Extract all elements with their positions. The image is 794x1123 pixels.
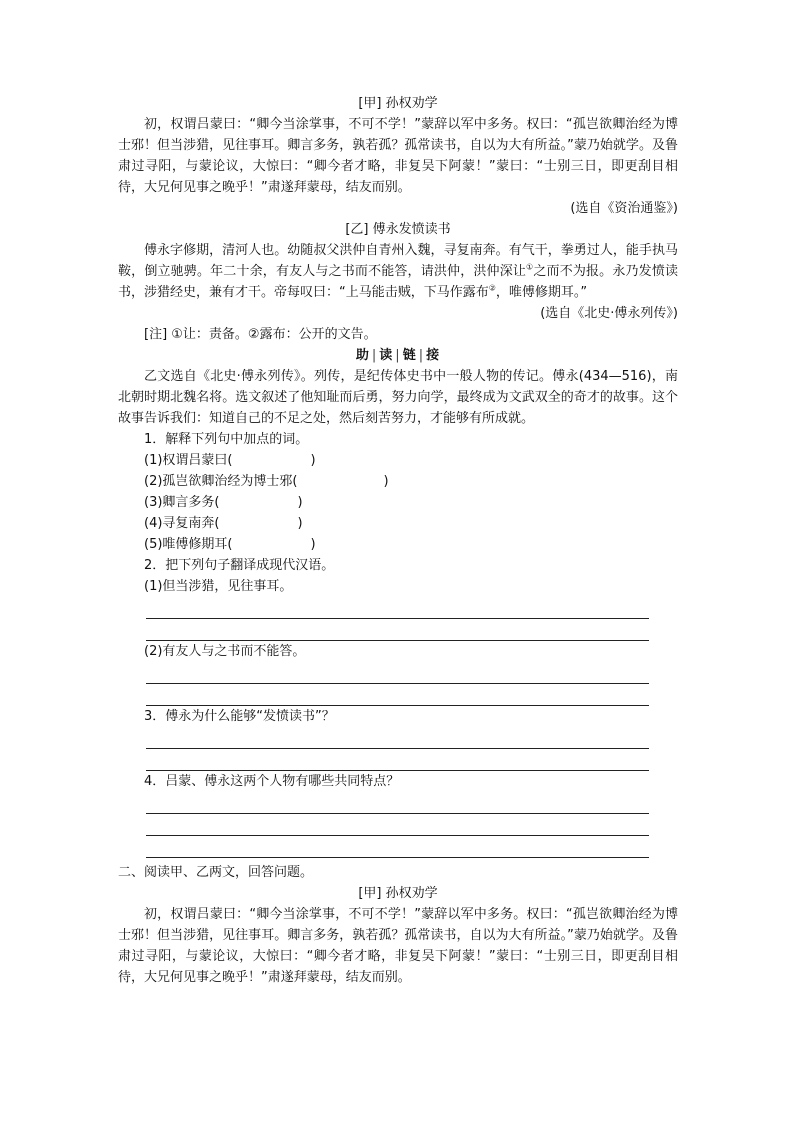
question-1-item (118, 534, 678, 555)
answer-line[interactable] (146, 619, 649, 641)
footnote-marker-1: ① (526, 262, 534, 272)
answer-line[interactable] (146, 597, 649, 619)
reading-help-text: 乙文选自《北史·傅永列传》。列传，是纪传体史书中一般人物的传记。傅永(434—516)，南北朝时期北魏名将。选文叙述了他知耻而后勇，努力向学，最终成为文武双全的奇才的故事。这个故事告诉我们：知道自己的不足之处，然后刻苦努力，才能够有所成就。 (118, 369, 678, 426)
question-2-item: (2)有友人与之书而不能答。 (144, 644, 306, 659)
help-char: 助 (355, 348, 370, 363)
answer-line[interactable] (146, 727, 649, 749)
passage1-title: [甲] 孙权劝学 (358, 96, 438, 111)
help-char: 链 (402, 348, 417, 363)
passage2-body-c: ，唯傅修期耳。” (495, 285, 588, 300)
section2-title: [甲] 孙权劝学 (358, 886, 438, 901)
passage2-body-b: 之而不为报。永乃发愤读书，涉猎经史，兼有才干。帝每叹曰：“上马能击贼，下马作露布 (118, 264, 678, 300)
item-text: (3)卿言多务( (144, 495, 220, 510)
close-paren: ) (297, 495, 303, 510)
question-1-item (118, 450, 678, 471)
answer-line[interactable] (146, 792, 649, 814)
reading-help-heading (118, 345, 678, 366)
answer-line[interactable] (146, 836, 649, 858)
question-2: 2．把下列句子翻译成现代汉语。 (144, 558, 335, 573)
answer-line[interactable] (146, 749, 649, 771)
question-2-item: (1)但当涉猎，见往事耳。 (144, 579, 293, 594)
help-char: 接 (426, 348, 441, 363)
passage2-body (118, 240, 678, 303)
close-paren: ) (310, 537, 316, 552)
help-separator: | (371, 348, 378, 363)
close-paren: ) (310, 453, 316, 468)
item-text: (2)孤岂欲卿治经为博士邪( (144, 474, 298, 489)
question-1-item (118, 513, 678, 534)
footnote-marker-2: ② (488, 283, 496, 293)
passage2-title: [乙] 傅永发愤读书 (345, 222, 451, 237)
question-1: 1．解释下列句中加点的词。 (144, 432, 309, 447)
item-text: (4)寻复南奔( (144, 516, 220, 531)
question-1-item (118, 471, 678, 492)
passage1-body: 初，权谓吕蒙曰：“卿今当涂掌事，不可不学！”蒙辞以军中多务。权曰：“孤岂欲卿治经为博士邪！但当涉猎，见往事耳。卿言多务，孰若孤？孤常读书，自以为大有所益。”蒙乃始就学。及鲁肃过寻阳，与蒙论议，大惊曰：“卿今者才略，非复吴下阿蒙！”蒙曰：“士别三日，即更刮目相待，大兄何见事之晚乎！”肃遂拜蒙母，结友而别。 (118, 117, 678, 195)
footnote: [注] ①让：责备。②露布：公开的文告。 (144, 327, 377, 342)
question-3: 3．傅永为什么能够“发愤读书”？ (144, 709, 335, 724)
help-char: 读 (379, 348, 394, 363)
answer-line[interactable] (146, 814, 649, 836)
answer-line[interactable] (146, 684, 649, 706)
document-content (118, 93, 678, 988)
section2-heading: 二、阅读甲、乙两文，回答问题。 (118, 865, 314, 880)
help-separator: | (418, 348, 425, 363)
answer-line[interactable] (146, 662, 649, 684)
section2-body: 初，权谓吕蒙曰：“卿今当涂掌事，不可不学！”蒙辞以军中多务。权曰：“孤岂欲卿治经为博士邪！但当涉猎，见往事耳。卿言多务，孰若孤？孤常读书，自以为大有所益。”蒙乃始就学。及鲁肃过寻阳，与蒙论议，大惊曰：“卿今者才略，非复吴下阿蒙！”蒙曰：“士别三日，即更刮目相待，大兄何见事之晚乎！”肃遂拜蒙母，结友而别。 (118, 907, 678, 985)
item-text: (5)唯傅修期耳( (144, 537, 233, 552)
close-paren: ) (383, 474, 389, 489)
question-1-item (118, 492, 678, 513)
passage2-source: (选自《北史·傅永列传》) (540, 306, 678, 321)
question-4: 4．吕蒙、傅永这两个人物有哪些共同特点？ (144, 774, 400, 789)
passage2-body-a: 傅永字修期，清河人也。幼随叔父洪仲自青州入魏，寻复南奔。有气干，拳勇过人，能手执马鞍，倒立驰骋。年二十余，有友人与之书而不能答，请洪仲，洪仲深让 (118, 243, 678, 279)
passage1-source: (选自《资治通鉴》) (570, 201, 678, 216)
item-text: (1)权谓吕蒙曰( (144, 453, 233, 468)
close-paren: ) (297, 516, 303, 531)
help-separator: | (395, 348, 401, 363)
